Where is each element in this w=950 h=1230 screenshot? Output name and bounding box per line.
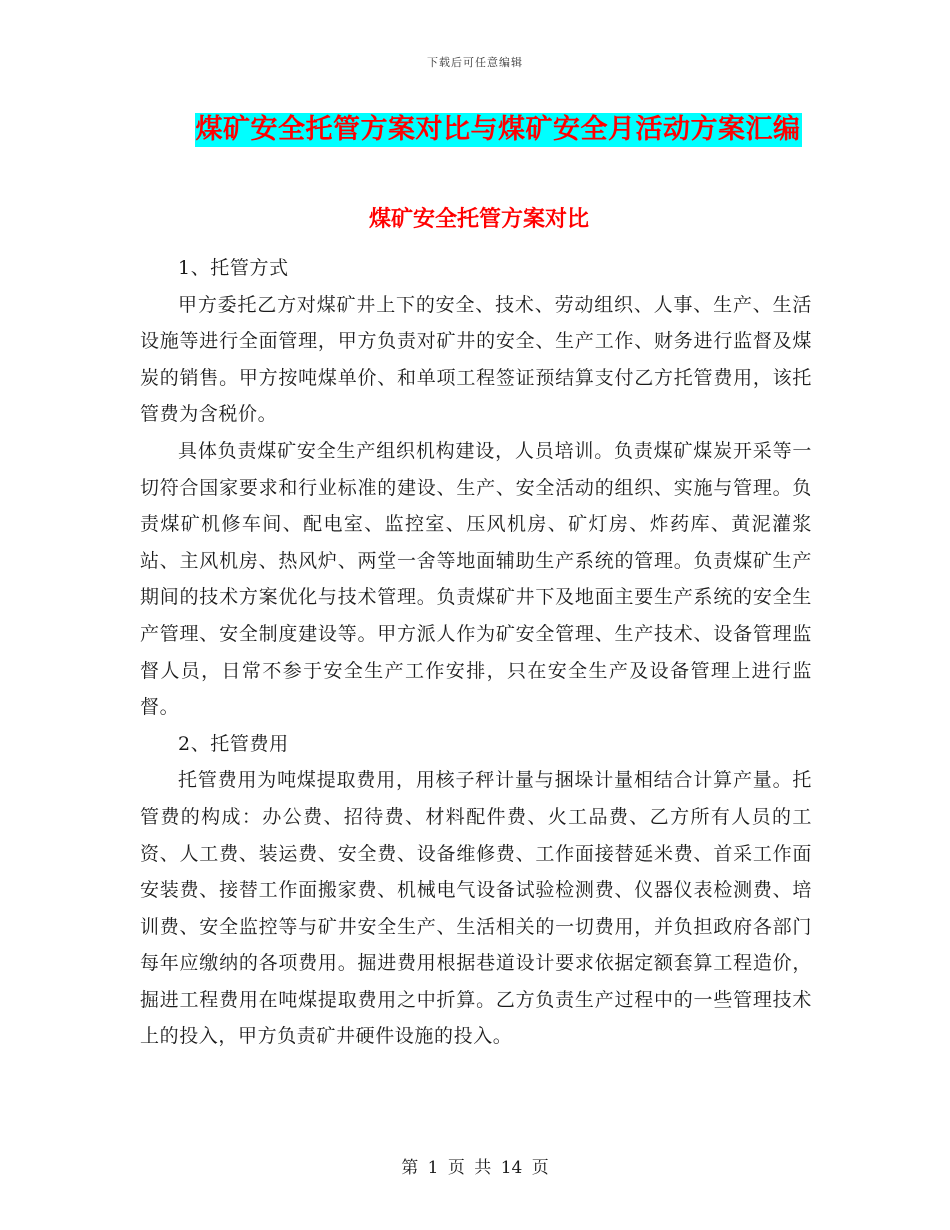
main-title-container bbox=[0, 113, 950, 147]
paragraph-entrustment-scope: 甲方委托乙方对煤矿井上下的安全、技术、劳动组织、人事、生产、生活设施等进行全面管理，甲方负责对矿井的安全、生产工作、财务进行监督及煤炭的销售。甲方按吨煤单价、和单项工程签证预结算支付乙方托管费用，该托管费为含税价。 bbox=[140, 293, 812, 426]
heading-entrustment-fees: 2、托管费用 bbox=[178, 732, 289, 755]
paragraph-responsibilities: 具体负责煤矿安全生产组织机构建设，人员培训。负责煤矿煤炭开采等一切符合国家要求和行业标准的建设、生产、安全活动的组织、实施与管理。负责煤矿机修车间、配电室、监控室、压风机房、矿灯房、炸药库、黄泥灌浆站、主风机房、热风炉、两堂一舍等地面辅助生产系统的管理。负责煤矿生产期间的技术方案优化与技术管理。负责煤矿井下及地面主要生产系统的安全生产管理、安全制度建设等。甲方派人作为矿安全管理、生产技术、设备管理监督人员，日常不参于安全生产工作安排，只在安全生产及设备管理上进行监督。 bbox=[140, 439, 812, 719]
heading-entrustment-method: 1、托管方式 bbox=[178, 257, 289, 279]
page-header-note: 下载后可任意编辑 bbox=[427, 56, 523, 69]
document-body bbox=[140, 250, 812, 1055]
paragraph-fee-composition: 托管费用为吨煤提取费用，用核子秤计量与捆垛计量相结合计算产量。托管费的构成：办公费、招待费、材料配件费、火工品费、乙方所有人员的工资、人工费、装运费、安全费、设备维修费、工作面接替延米费、首采工作面安装费、接替工作面搬家费、机械电气设备试验检测费、仪器仪表检测费、培训费、安全监控等与矿井安全生产、生活相关的一切费用，并负担政府各部门每年应缴纳的各项费用。掘进费用根据巷道设计要求依据定额套算工程造价，掘进工程费用在吨煤提取费用之中折算。乙方负责生产过程中的一些管理技术上的投入，甲方负责矿井硬件设施的投入。 bbox=[140, 769, 812, 1048]
document-main-title: 煤矿安全托管方案对比与煤矿安全月活动方案汇编 bbox=[195, 114, 801, 145]
page-number-footer: 第 1 页 共 14 页 bbox=[401, 1158, 549, 1178]
section-title: 煤矿安全托管方案对比 bbox=[368, 206, 589, 232]
